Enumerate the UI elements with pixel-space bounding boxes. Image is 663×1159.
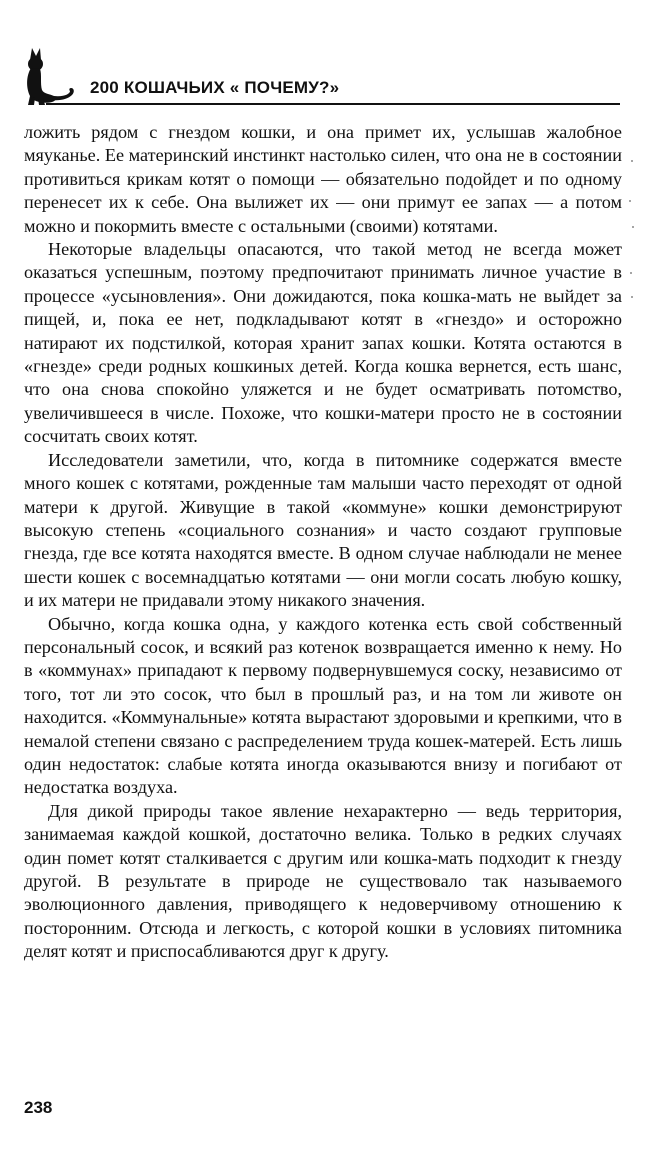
header-rule [82, 103, 620, 105]
page-number: 238 [24, 1098, 53, 1117]
scan-speck [631, 296, 633, 298]
paragraph-5: Для дикой природы такое явление нехарактерно — ведь территория, занимаемая каждой кошкой, достаточно велика. Только в редких случаях один помет котят сталкивается с другим или кошка-мать подходит к гнезду другой. В результате в природе не существовало так называемого эволюционного давления, приводящего к недоверчивому отношению к посторонним. Отсюда и легкость, с которой кошки в условиях питомника делят котят и приспосабливаются друг к другу. [24, 800, 622, 962]
paragraph-3: Исследователи заметили, что, когда в питомнике содержатся вместе много кошек с котятами, рожденные там малыши часто переходят от одной матери к другой. Живущие в такой «коммуне» кошки демонстрируют высокую степень «социального сознания» и часто создают групповые гнезда, где все котята находятся вместе. В одном случае наблюдали не менее шести кошек с восемнадцатью котятами — они могли сосать любую кошку, и их матери не придавали этому никакого значения. [24, 449, 622, 611]
paragraph-2: Некоторые владельцы опасаются, что такой метод не всегда может оказаться успешным, поэтому предпочитают принимать личное участие в процессе «усыновления». Они дожидаются, пока кошка-мать не выйдет за пищей, и, пока ее нет, подкладывают котят в «гнездо» и осторожно натирают их подстилкой, которая хранит запах кошки. Котята остаются в «гнезде» среди родных кошкиных детей. Когда кошка вернется, есть шанс, что она снова спокойно уляжется и не будет осматривать потомство, увеличившееся в числе. Похоже, что кошки-матери просто не в состоянии сосчитать своих котят. [24, 239, 622, 447]
scan-speck [629, 200, 631, 202]
page-header [22, 44, 620, 106]
scan-speck [631, 160, 633, 162]
cat-silhouette-icon [22, 44, 82, 106]
paragraph-1: ложить рядом с гнездом кошки, и она примет их, услышав жалобное мяуканье. Ее материнский инстинкт настолько силен, что она не в состоянии противиться крикам котят о помощи — обязательно подойдет и по одному перенесет их к себе. Она вылижет их — они примут ее запах — а потом можно и покормить вместе с остальными (своими) котятами. [24, 122, 622, 236]
paragraph-4: Обычно, когда кошка одна, у каждого котенка есть свой собственный персональный сосок, и всякий раз котенок возвращается именно к нему. Но в «коммунах» припадают к первому подвернувшемуся соску, независимо от того, тот ли это сосок, что был в прошлый раз, и на том ли животе он находится. «Коммунальные» котята вырастают здоровыми и крепкими, что в немалой степени связано с распределением труда кошек-матерей. Есть лишь один недостаток: слабые котята иногда оказываются внизу и погибают от недостатка воздуха. [24, 613, 622, 798]
scan-speck [630, 272, 632, 274]
scan-speck [632, 226, 634, 228]
body-text [24, 121, 622, 964]
running-header-title: 200 КОШАЧЬИХ « ПОЧЕМУ?» [90, 78, 340, 97]
